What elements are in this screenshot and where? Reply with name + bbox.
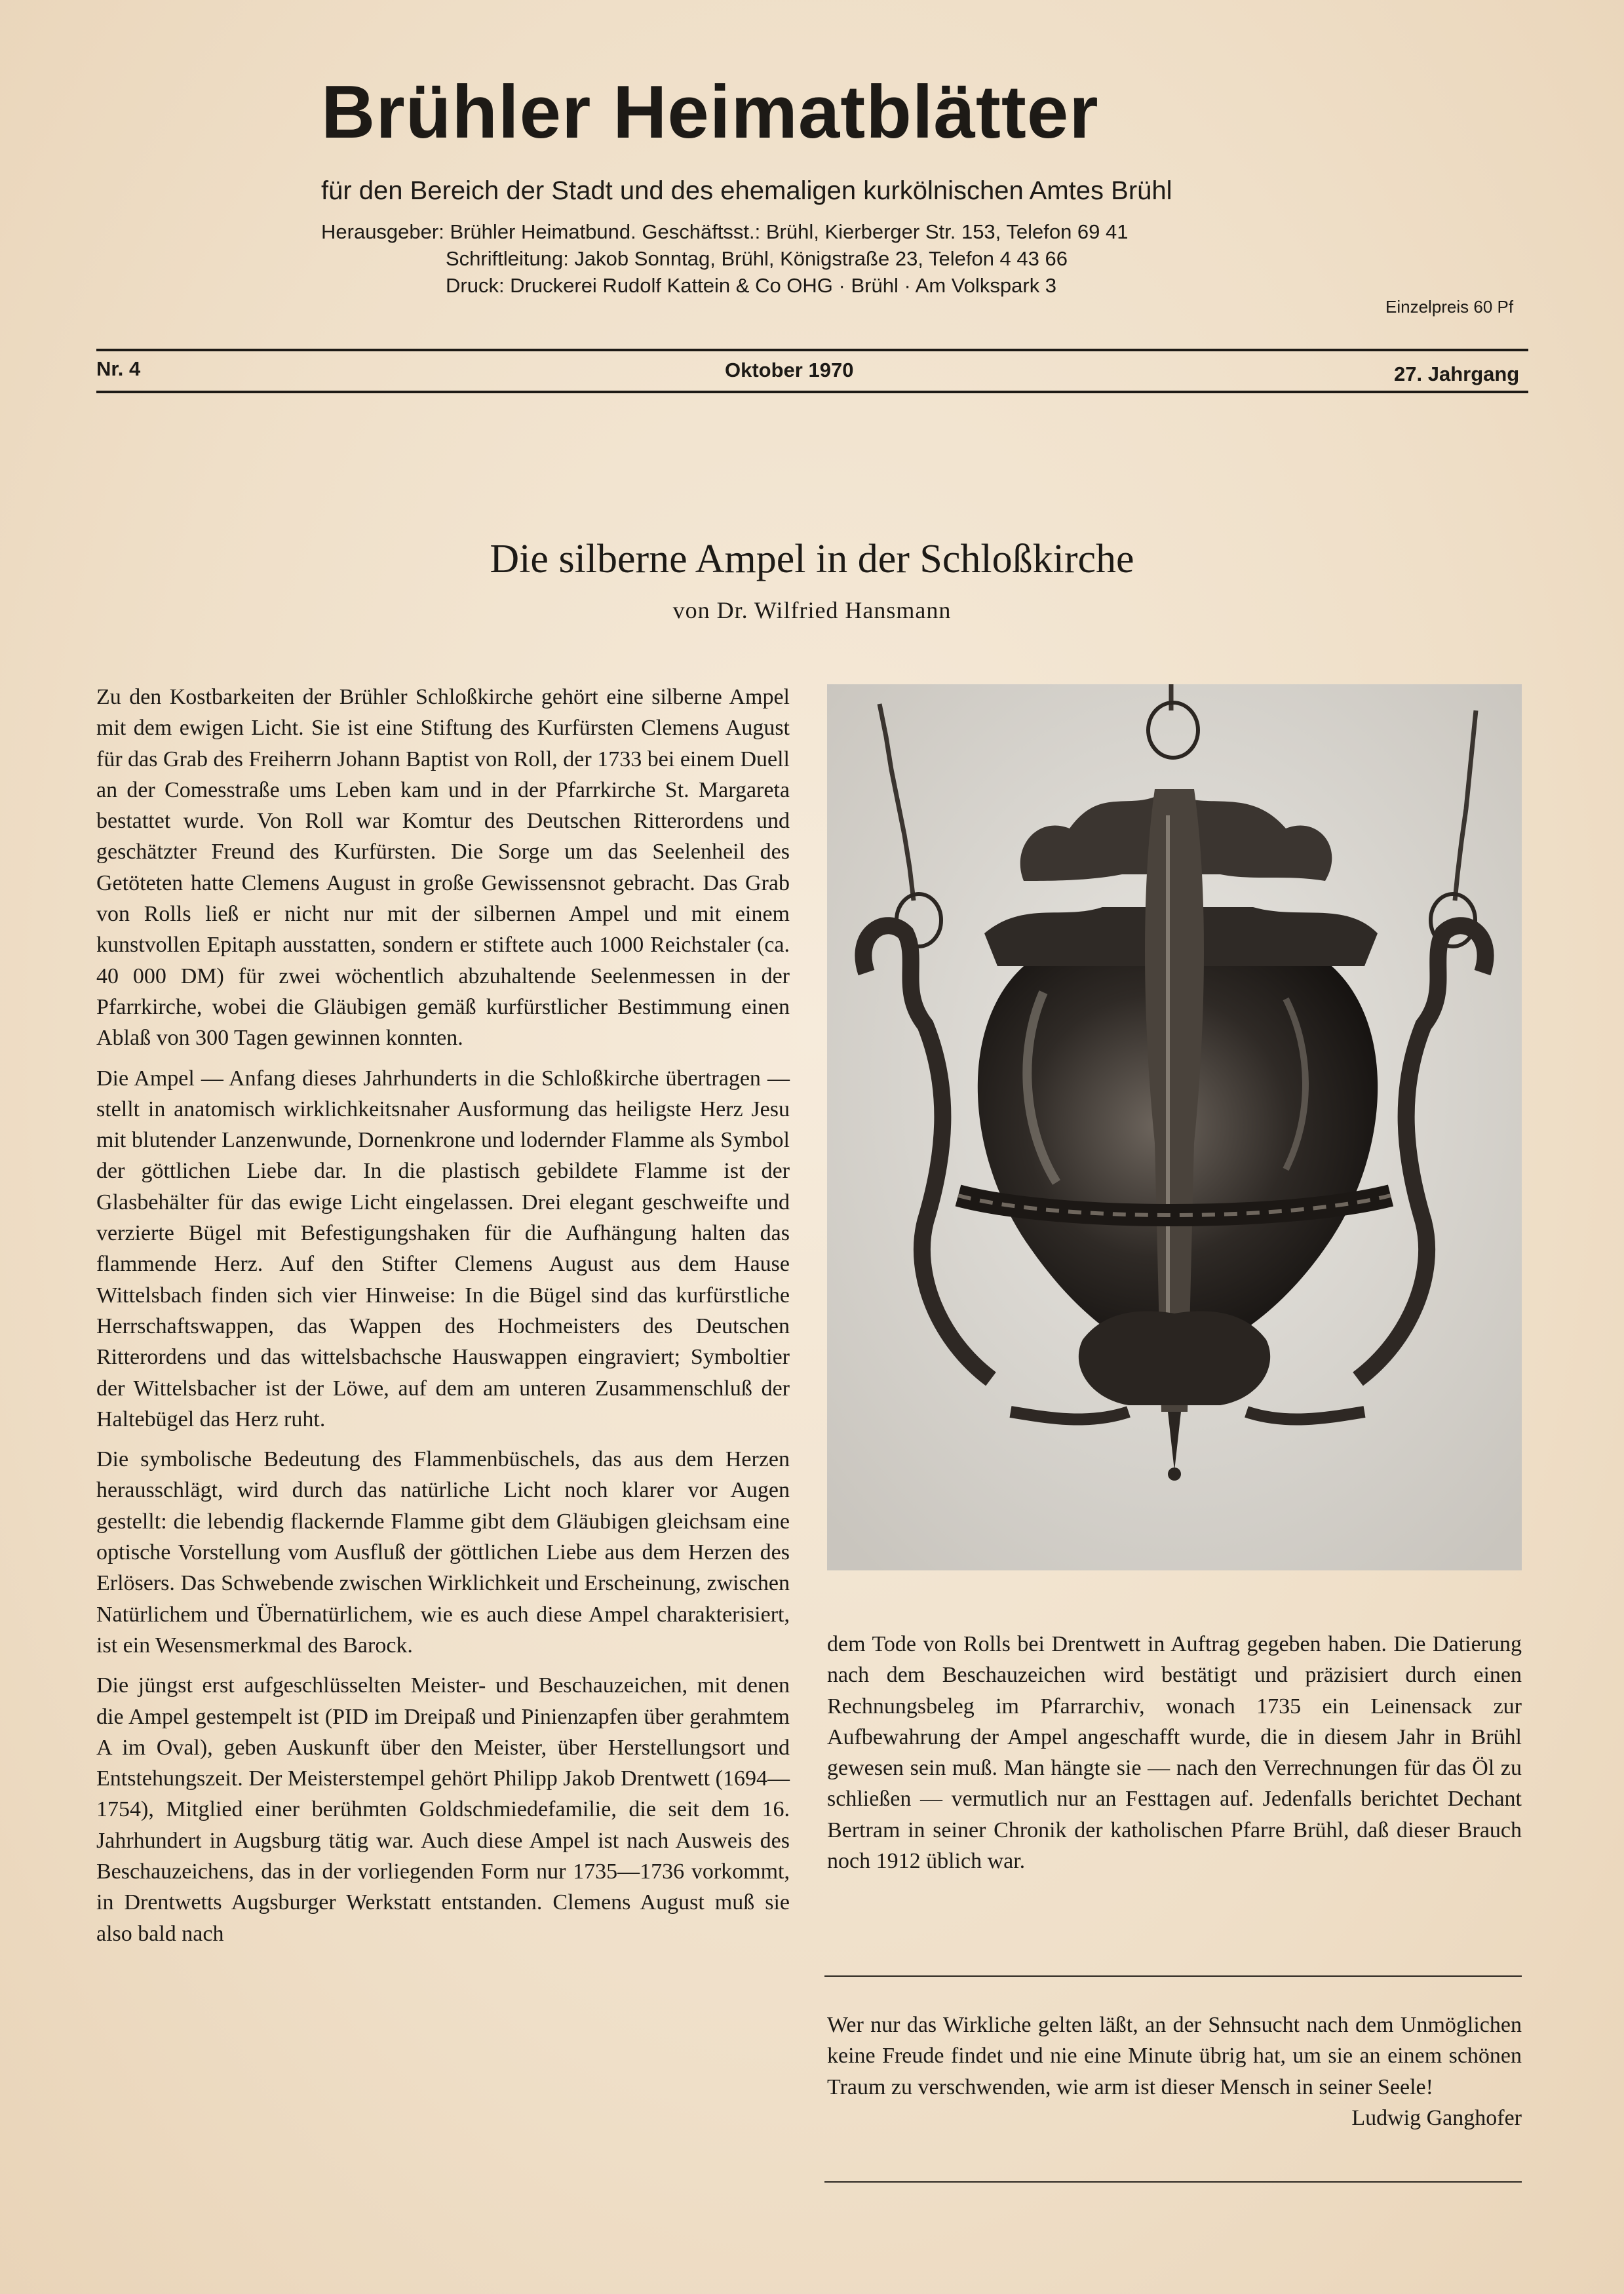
article-title: Die silberne Ampel in der Schloßkirche [490,537,1134,581]
silver-lamp-photo [827,684,1522,1570]
newsletter-subtitle: für den Bereich der Stadt und des ehemaligen kurkölnischen Amtes Brühl [321,176,1172,205]
article-paragraph: Die jüngst erst aufgeschlüsselten Meister- und Beschauzeichen, mit denen die Ampel gestempelt ist (PID im Dreipaß und Pinienzapfen über gerahmtem A im Oval), geben Auskunft über den Meister, über Herstellungsort und Entstehungszeit. Der Meisterstempel gehört Philipp Jakob Drentwett (1694—1754), Mitglied einer berühmten Goldschmiedefamilie, die seit dem 16. Jahrhundert in Augsburg tätig war. Auch diese Ampel ist nach Ausweis des Beschauzeichens, das in der vorliegenden Form nur 1735—1736 vorkommt, in Drentwetts Augsburger Werkstatt entstanden. Clemens August muß sie also bald nach [96,1673,790,1946]
article-paragraph: Die symbolische Bedeutung des Flammenbüschels, das aus dem Herzen herausschlägt, wird durch das natürliche Licht noch klarer vor Augen gestellt: die lebendig flackernde Flamme gibt dem Gläubigen gleichsam eine optische Vorstellung vom Ausfluß der göttlichen Liebe aus dem Herzen des Erlösers. Das Schwebende zwischen Wirklichkeit und Erscheinung, zwischen Natürlichem und Übernatürlichem, wie es auch diese Ampel charakterisiert, ist ein Wesensmerkmal des Barock. [96,1447,790,1658]
issue-rule-top [96,349,1528,351]
issue-date: Oktober 1970 [725,359,854,381]
quote-box [827,2010,1522,2133]
issue-rule-bottom [96,391,1528,393]
single-price: Einzelpreis 60 Pf [1385,297,1514,317]
quote-rule-top [824,1975,1522,1977]
issue-number: Nr. 4 [96,357,141,380]
masthead [321,71,1344,299]
article-paragraph: Zu den Kostbarkeiten der Brühler Schloßkirche gehört eine silberne Ampel mit dem ewigen Licht. Sie ist eine Stiftung des Kurfürsten Clemens August für das Grab des Freiherrn Johann Baptist von Roll, der 1733 bei einem Duell an der Comesstraße ums Leben kam und in der Pfarrkirche St. Margareta bestattet wurde. Von Roll war Komtur des Deutschen Ritterordens und geschätzter Freund des Kurfürsten. Die Sorge um das Seelenheil des Getöteten hatte Clemens August in große Gewissensnot gebracht. Das Grab von Rolls ließ er nicht nur mit der silbernen Ampel und mit einem kunstvollen Epitaph ausstatten, sondern er stiftete auch 1000 Reichstaler (ca. 40 000 DM) für zwei wöchentlich abzuhaltende Seelenmessen in der Pfarrkirche, wobei die Gläubigen gemäß kurfürstlicher Bestimmung einen Ablaß von 300 Tagen gewinnen konnten. [96,685,790,1051]
quote-text: Wer nur das Wirkliche gelten läßt, an der Sehnsucht nach dem Unmöglichen keine Freude findet und nie eine Minute übrig hat, um sie an einem schönen Traum zu verschwenden, wie arm ist dieser Mensch in seiner Seele! [827,2013,1522,2099]
article-paragraph: Die Ampel — Anfang dieses Jahrhunderts in die Schloßkirche übertragen — stellt in anatomisch wirklichkeitsnaher Ausformung das heiligste Herz Jesu mit blutender Lanzenwunde, Dornenkrone und lodernder Flamme als Symbol der göttlichen Liebe dar. In die plastisch gebildete Flamme ist der Glasbehälter für das ewige Licht eingelassen. Drei elegant geschweifte und verzierte Bügel mit Befestigungshaken für die Aufhängung halten das flammende Herz. Auf den Stifter Clemens August aus dem Hause Wittelsbach finden sich vier Hinweise: In die Bügel sind das kurfürstliche Herrschaftswappen, das Wappen des Hochmeisters des Deutschen Ritterordens und das wittelsbachsche Hauswappen eingraviert; Symboltier der Wittelsbacher ist der Löwe, auf dem am unteren Zusammenschluß der Haltebügel das Herz ruht. [96,1066,790,1431]
article-author: von Dr. Wilfried Hansmann [672,597,952,623]
article-paragraph: dem Tode von Rolls bei Drentwett in Auftrag gegeben haben. Die Datierung nach dem Beschauzeichen wird bestätigt und präzisiert durch einen Rechnungsbeleg im Pfarrarchiv, wonach 1735 ein Leinensack zur Aufbewahrung der Ampel angeschafft wurde, die in diesem Jahr in Brühl gewesen sein muß. Man hängte sie — nach den Verrechnungen für das Öl zu schließen — vermutlich nur an Festtagen auf. Jedenfalls berichtet Dechant Bertram in seiner Chronik der katholischen Pfarre Brühl, daß dieser Brauch noch 1912 üblich war. [827,1632,1522,1874]
masthead-meta [321,218,1344,299]
issue-volume: 27. Jahrgang [1394,362,1520,385]
quote-author: Ludwig Ganghofer [1351,2105,1522,2130]
article-column-left [96,682,790,1958]
publisher-line: Herausgeber: Brühler Heimatbund. Geschäftsst.: Brühl, Kierberger Str. 153, Telefon 69 41 [321,220,1129,243]
article-column-right [827,1629,1522,1886]
editor-line: Schriftleitung: Jakob Sonntag, Brühl, Königstraße 23, Telefon 4 43 66 [446,247,1068,270]
printer-line: Druck: Druckerei Rudolf Kattein & Co OHG · Brühl · Am Volkspark 3 [446,274,1057,297]
newsletter-title: Brühler Heimatblätter [321,71,1099,154]
quote-rule-bottom [824,2181,1522,2183]
